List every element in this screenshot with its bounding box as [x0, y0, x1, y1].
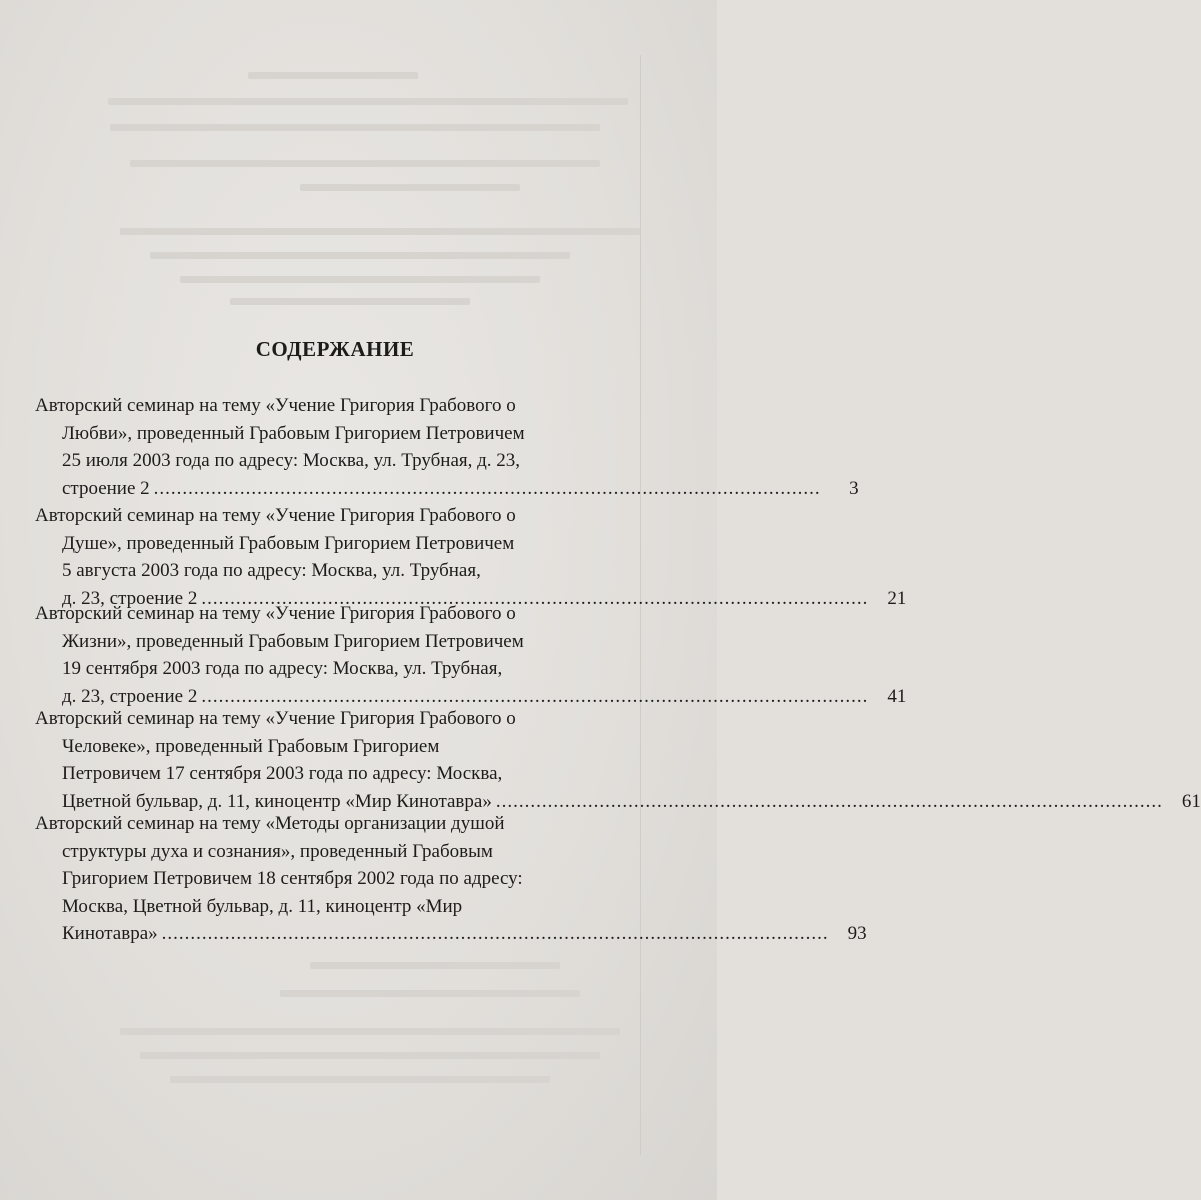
show-through-text [230, 298, 470, 305]
toc-entry-line: строение 2 [62, 477, 150, 499]
toc-entry-line: Душе», проведенный Грабовым Григорием Петровичем [62, 532, 515, 554]
toc-entry-line: д. 23, строение 2 [62, 587, 198, 609]
toc-entry-line: д. 23, строение 2 [62, 685, 198, 707]
toc-entry-line: 5 августа 2003 года по адресу: Москва, ул. Трубная, [62, 560, 481, 581]
toc-entry-line: Петровичем 17 сентября 2003 года по адресу: Москва, [62, 763, 503, 784]
page-number: 21 [887, 587, 907, 609]
page-number: 3 [849, 477, 859, 499]
show-through-text [108, 98, 628, 105]
toc-entry [35, 392, 859, 502]
toc-entry-last-line [35, 475, 859, 503]
toc-entry-line: Кинотавра» [62, 923, 158, 944]
show-through-text [150, 252, 570, 259]
toc-entry [35, 705, 1201, 815]
show-through-text [300, 184, 520, 191]
page-number: 61 [1181, 790, 1201, 812]
dot-leader: .................................................................................................................... [201, 685, 869, 707]
show-through-text [120, 228, 640, 235]
toc-entry-last-line [35, 920, 867, 948]
show-through-text [180, 276, 540, 283]
dot-leader: .................................................................................................................... [153, 477, 821, 499]
toc-entry-line: Любви», проведенный Грабовым Григорием Петровичем [62, 422, 525, 444]
show-through-text [120, 1028, 620, 1035]
show-through-text [130, 160, 600, 167]
toc-entry-line: Григорием Петровичем 18 сентября 2002 года по адресу: [62, 868, 523, 889]
toc-entry-line: Жизни», проведенный Грабовым Григорием Петровичем [62, 630, 524, 652]
toc-entry-line: Человеке», проведенный Грабовым Григорием [62, 735, 440, 757]
dot-leader: .................................................................................................................... [161, 923, 829, 944]
show-through-text [170, 1076, 550, 1083]
page-number: 41 [887, 685, 907, 707]
dot-leader: .................................................................................................................... [495, 790, 1163, 812]
toc-entry-line: структуры духа и сознания», проведенный Грабовым [62, 840, 493, 862]
toc-entry-line: Москва, Цветной бульвар, д. 11, киноцентр «Мир [62, 895, 463, 917]
toc-entry-line: Авторский семинар на тему «Методы организации душой [35, 813, 505, 834]
toc-entry [35, 600, 907, 710]
toc-entry [35, 502, 907, 612]
show-through-text [110, 124, 600, 131]
dot-leader: .................................................................................................................... [201, 587, 869, 609]
show-through-text [248, 72, 418, 79]
toc-entry-line: 25 июля 2003 года по адресу: Москва, ул. Трубная, д. 23, [62, 450, 521, 471]
toc-entry-line: 19 сентября 2003 года по адресу: Москва, ул. Трубная, [62, 658, 503, 679]
toc-entry [35, 810, 867, 948]
toc-entry-line: Авторский семинар на тему «Учение Григория Грабового о [35, 395, 516, 416]
show-through-text [140, 1052, 600, 1059]
toc-entry-line: Авторский семинар на тему «Учение Григория Грабового о [35, 708, 516, 729]
show-through-text [280, 990, 580, 997]
page-title: СОДЕРЖАНИЕ [255, 337, 415, 361]
page-number: 93 [847, 923, 867, 944]
toc-entry-line: Авторский семинар на тему «Учение Григория Грабового о [35, 603, 516, 624]
toc-entry-line: Авторский семинар на тему «Учение Григория Грабового о [35, 505, 516, 526]
show-through-text [310, 962, 560, 969]
toc-entry-line: Цветной бульвар, д. 11, киноцентр «Мир Кинотавра» [62, 790, 492, 812]
